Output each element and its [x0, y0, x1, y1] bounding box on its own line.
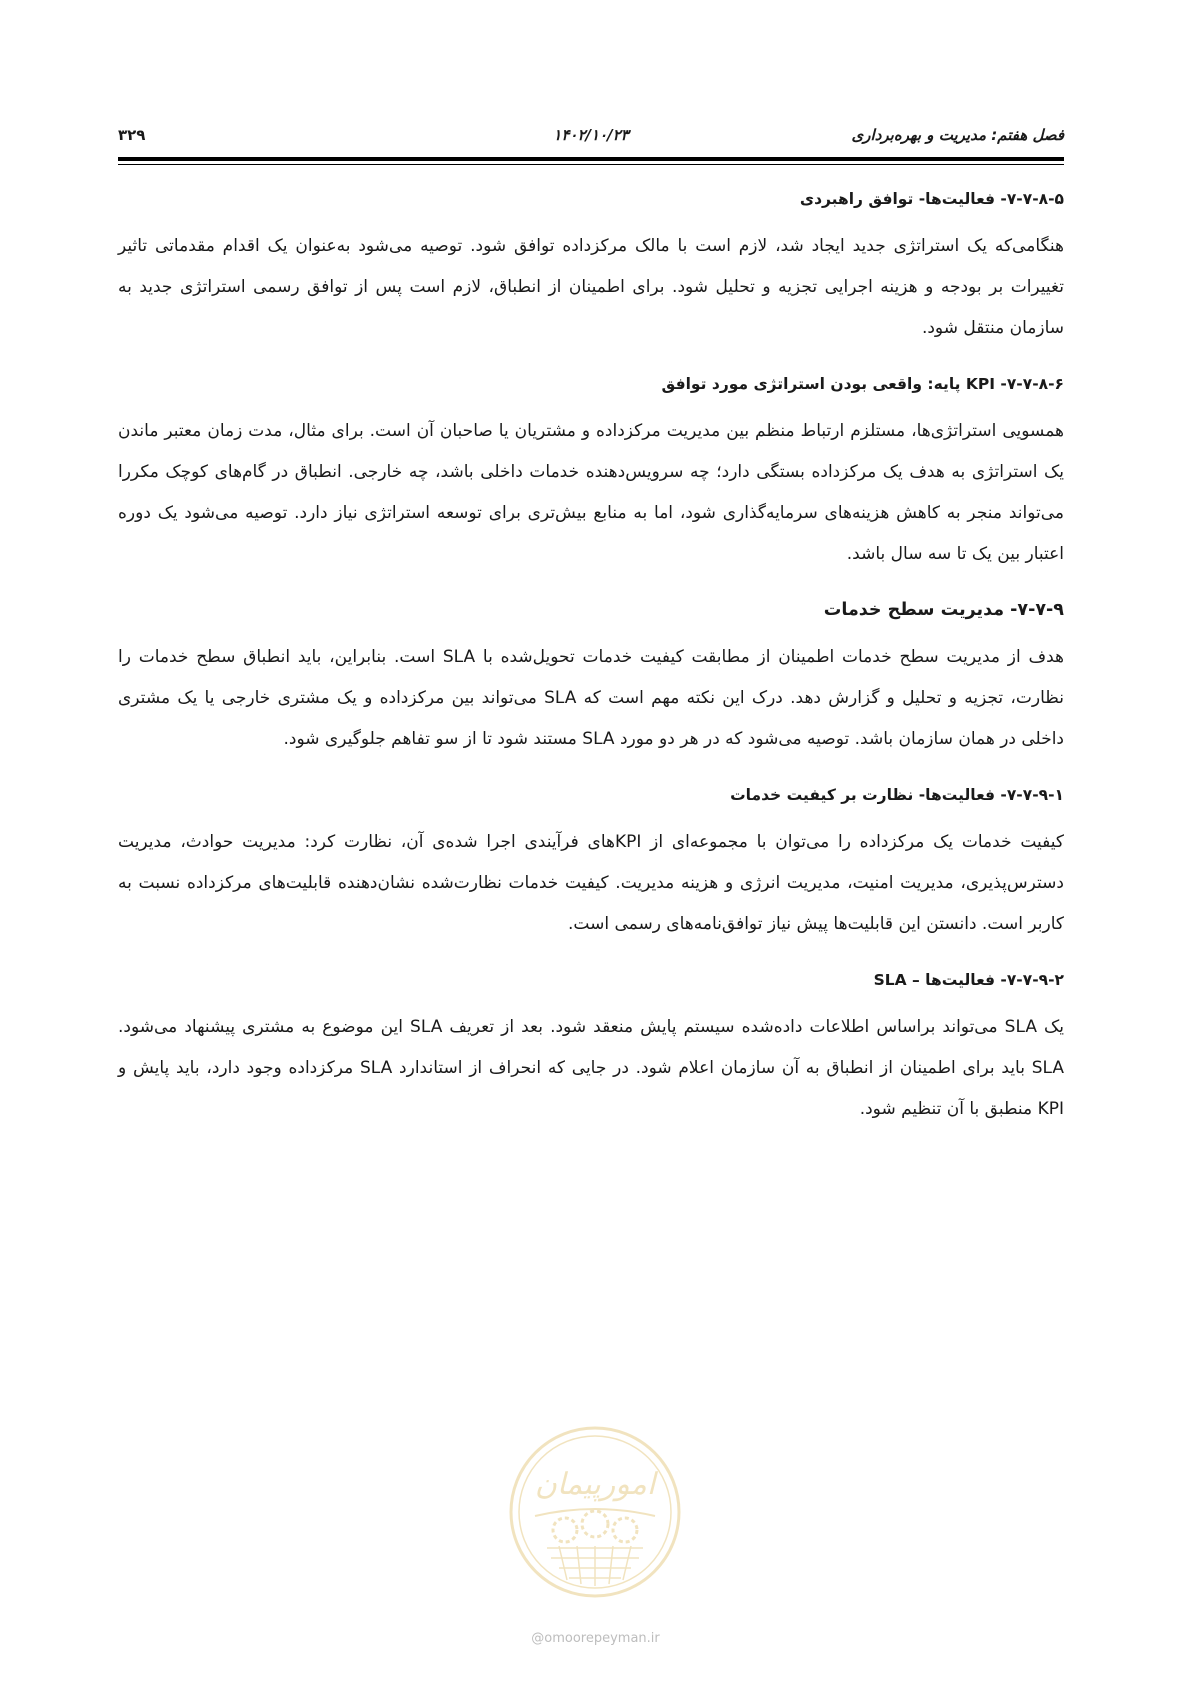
- section-kpi-strategy: [118, 371, 1064, 575]
- watermark-logo-icon: [507, 1424, 683, 1600]
- running-header: [118, 118, 1064, 152]
- page-body: [118, 186, 1064, 1152]
- section-service-level-management: [118, 597, 1064, 760]
- section-paragraph: هدف از مدیریت سطح خدمات اطمینان از مطابقت کیفیت خدمات تحویل‌شده با SLA است. بنابراین، باید انطباق سطح خدمات را نظارت، تجزیه و تحلیل و گزارش دهد. درک این نکته مهم است که SLA می‌تواند بین مرکزداده و یک مشتری خارجی یا یک مشتری داخلی در همان سازمان باشد. توصیه می‌شود که در هر دو مورد SLA مستند شود تا از سو تفاهم جلوگیری شود.: [118, 647, 1064, 749]
- section-heading: ۷-۷-۸-۵- فعالیت‌ها- توافق راهبردی: [799, 190, 1064, 208]
- header-rule-thin: [118, 164, 1064, 165]
- page-number: ۳۲۹: [118, 126, 146, 144]
- section-heading: ۷-۷-۸-۶- KPI پایه: واقعی بودن استراتژی مورد توافق: [661, 375, 1064, 393]
- chapter-title: فصل هفتم: مدیریت و بهره‌برداری: [851, 126, 1064, 144]
- section-strategic-agreement: [118, 186, 1064, 349]
- section-service-quality-monitoring: [118, 782, 1064, 945]
- section-heading: ۷-۷-۹- مدیریت سطح خدمات: [823, 600, 1064, 620]
- header-date: ۱۴۰۲/۱۰/۲۳: [553, 126, 629, 144]
- header-rule-thick: [118, 157, 1064, 161]
- watermark-url: @omoorepeyman.ir: [531, 1631, 660, 1646]
- section-paragraph: یک SLA می‌تواند براساس اطلاعات داده‌شده سیستم پایش منعقد شود. بعد از تعریف SLA این موضوع به مشتری پیشنهاد می‌شود. SLA باید برای اطمینان از انطباق به آن سازمان اعلام شود. در جایی که انحراف از استاندارد SLA مرکزداده وجود دارد، باید پایش و KPI منطبق با آن تنظیم شود.: [118, 1017, 1065, 1119]
- section-heading: ۷-۷-۹-۱- فعالیت‌ها- نظارت بر کیفیت خدمات: [730, 786, 1064, 804]
- section-paragraph: همسویی استراتژی‌ها، مستلزم ارتباط منظم بین مدیریت مرکزداده و مشتریان یا صاحبان آن است. برای مثال، مدت زمان معتبر ماندن یک استراتژی به هدف یک مرکزداده بستگی دارد؛ چه سرویس‌دهنده خدمات داخلی باشد، چه خارجی. انطباق در گام‌های کوچک مکررا می‌تواند منجر به کاهش هزینه‌های سرمایه‌گذاری شود، اما به منابع بیش‌تری برای توسعه استراتژی نیاز دارد. توصیه می‌شود یک دوره اعتبار بین یک تا سه سال باشد.: [118, 421, 1064, 564]
- section-paragraph: هنگامی‌که یک استراتژی جدید ایجاد شد، لازم است با مالک مرکزداده توافق شود. توصیه می‌شود به‌عنوان یک اقدام مقدماتی تاثیر تغییرات بر بودجه و هزینه اجرایی تجزیه و تحلیل شود. برای اطمینان از انطباق، لازم است پس از توافق رسمی استراتژی جدید به سازمان منتقل شود.: [118, 236, 1064, 338]
- watermark-logo-text: امورپیمان: [534, 1467, 656, 1502]
- section-heading: ۷-۷-۹-۲- فعالیت‌ها – SLA: [873, 971, 1064, 989]
- section-paragraph: کیفیت خدمات یک مرکزداده را می‌توان با مجموعه‌ای از KPIهای فرآیندی اجرا شده‌ی آن، نظارت کرد: مدیریت حوادث، مدیریت دسترس‌پذیری، مدیریت امنیت، مدیریت انرژی و هزینه مدیریت. کیفیت خدمات نظارت‌شده نشان‌دهنده قابلیت‌های مرکزداده نسبت به کاربر است. دانستن این قابلیت‌ها پیش نیاز توافق‌نامه‌های رسمی است.: [118, 832, 1064, 934]
- section-sla-activities: [118, 967, 1064, 1130]
